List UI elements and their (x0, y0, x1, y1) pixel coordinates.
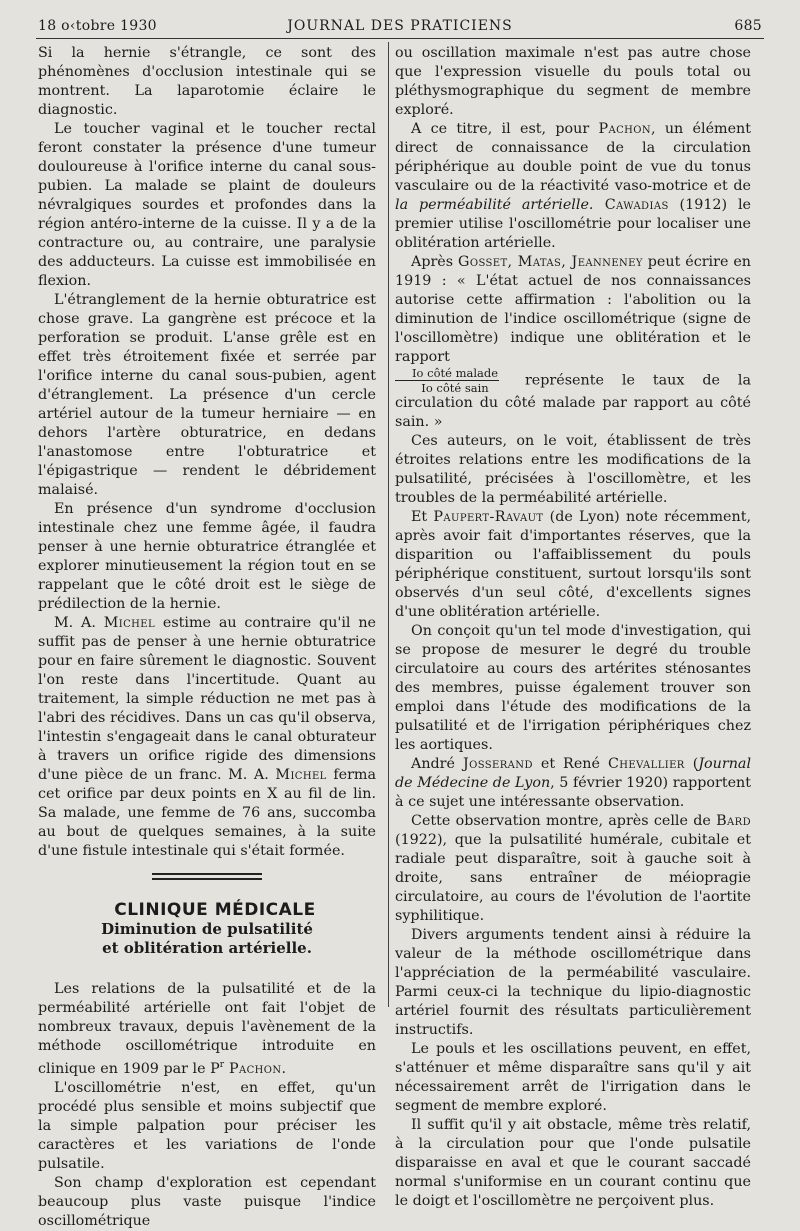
running-head (38, 16, 762, 38)
text-run: A ce titre, il est, pour (411, 121, 599, 137)
issue-date: 18 o‹tobre 1930 (38, 18, 157, 34)
author-name: Pachon (224, 1060, 282, 1077)
paragraph (395, 120, 751, 253)
paragraph (38, 980, 376, 1079)
italic-text: la perméabilité artérielle. (395, 197, 594, 213)
paragraph (395, 253, 751, 432)
journal-citation: Journal de Médecine de Lyon (395, 756, 752, 791)
paragraph: Le pouls et les oscillations peuvent, en effet, s'atténuer et même disparaître sans qu'il y ait nécessairement arrêt de l'irrigation dans le segment de membre exploré. (395, 1041, 751, 1114)
article-title-line: Diminution de pulsatilité (101, 920, 313, 938)
paragraph (395, 812, 751, 926)
text-run: , un élément direct de connaissance de la circulation périphérique au double point de vue du tonus vasculaire ou de la réactivité vaso-motrice et de (395, 121, 752, 194)
paragraph: ou oscillation maximale n'est pas autre chose que l'expression visuelle du pouls total ou pléthysmographique du segment de membre exploré. (395, 45, 751, 118)
article-title-line: et oblitération artérielle. (102, 939, 312, 957)
text-run: Les relations de la pulsatilité et de la perméabilité artérielle ont fait l'objet de nombreux travaux, depuis l'avènement de la méthode oscillométrique introduite en clinique en 1909 par le P (38, 981, 376, 1077)
author-name: Bard (716, 813, 751, 829)
text-run: André (411, 756, 463, 772)
header-rule (36, 38, 764, 39)
author-name: Pachon (598, 121, 652, 137)
text-run: (de Lyon) note récemment, après avoir fait d'importantes réserves, que la disparition ou l'affaiblissement du pouls périphérique constituent, surtout lorsqu'ils sont observés d'un seul côté, d'excellents signes d'une oblitération artérielle. (395, 509, 751, 620)
text-run: représente le taux de la circulation du côté malade par rapport au côté sain. » (395, 372, 751, 430)
text-run: M. A. (54, 615, 104, 631)
text-run: . (281, 1060, 287, 1077)
text-run: (1922), que la pulsatilité humérale, cubitale et radiale peut disparaître, soit à gauche soit à droite, sans entraîner de méiopragie circulatoire, au cours de l'évolution de l'aortite syphilitique. (395, 832, 751, 924)
paragraph: Le toucher vaginal et le toucher rectal feront constater la présence d'une tumeur douloureuse à l'orifice interne du canal sous-pubien. La malade se plaint de douleurs névralgiques sourdes et profondes dans la région antéro-interne de la cuisse. Il y a de la contracture ou, au contraire, une paralysie des adducteurs. La cuisse est immobilisée en flexion. (38, 121, 376, 289)
column-rule (388, 42, 389, 1007)
author-name: Josserand (462, 756, 533, 772)
superscript: r (219, 1060, 225, 1070)
paragraph (38, 614, 376, 861)
author-name: Paupert-Ravaut (433, 509, 544, 525)
paragraph: Divers arguments tendent ainsi à réduire la valeur de la méthode oscillométrique dans l'appréciation de la perméabilité vasculaire. Parmi ceux-ci la technique du lipio-diagnostic artériel fournit des résultats particulièrement instructifs. (395, 927, 751, 1038)
page-number: 685 (734, 18, 762, 34)
paragraph: En présence d'un syndrome d'occlusion intestinale chez une femme âgée, il faudra penser à une hernie obturatrice étranglée et explorer minutieusement la région tout en se rappelant que le côté droit est le siège de prédilection de la hernie. (38, 501, 376, 612)
section-separator (152, 873, 262, 883)
paragraph: Son champ d'exploration est cependant beaucoup plus vaste puisque l'indice oscillométrique (38, 1174, 376, 1229)
author-name: Michel (103, 615, 156, 631)
fraction-denominator: Io côté sain (421, 381, 489, 395)
fraction-numerator: Io côté malade (395, 367, 499, 381)
paragraph: L'étranglement de la hernie obturatrice est chose grave. La gangrène est précoce et la perforation se produit. L'anse grêle est en effet très étroitement fixée et serrée par l'orifice interne du canal sous-pubien, agent d'étranglement. La présence d'un cercle artériel autour de la tumeur herniaire — en dehors l'artère obturatrice, en dedans l'anastomose entre l'obturatrice et l'épigastrique — rendent le débridement malaisé. (38, 292, 376, 498)
journal-title: JOURNAL DES PRATICIENS (287, 18, 513, 34)
paragraph: Il suffit qu'il y ait obstacle, même très relatif, à la circulation pour que l'onde pulsatile disparaisse en aval et que le courant saccadé normal s'uniformise en un courant continu que le doigt et l'oscillomètre ne perçoivent plus. (395, 1117, 751, 1209)
text-run: Cette observation montre, après celle de (411, 813, 717, 829)
author-names: Gosset, Matas, Jeanneney (458, 254, 643, 270)
paragraph: L'oscillométrie n'est, en effet, qu'un procédé plus sensible et moins subjectif que la simple palpation pour préciser les caractères et les variations de l'onde pulsatile. (38, 1079, 376, 1172)
text-run: Et (411, 509, 434, 525)
article-title (38, 920, 376, 958)
paragraph: On conçoit qu'un tel mode d'investigation, qui se propose de mesurer le degré du trouble circulatoire au cours des artérites sténosantes des membres, puisse également trouver son emploi dans l'étude des modifications de la pulsatilité et de l'irrigation périphériques chez les aortiques. (395, 623, 751, 753)
paragraph: Ces auteurs, on le voit, établissent de très étroites relations entre les modifications de la pulsatilité, précisées à l'oscillomètre, et les troubles de la perméabilité artérielle. (395, 433, 751, 506)
text-run: peut écrire en 1919 : « L'état actuel de nos connaissances autorise cette affirmation : l'abolition ou la diminution de l'indice oscillométrique (signe de l'oscillomètre) indique une oblitération et le rapport (395, 254, 752, 365)
right-column (395, 44, 751, 1211)
author-name: Cawadias (593, 197, 669, 213)
paragraph: Si la hernie s'étrangle, ce sont des phénomènes d'occlusion intestinale qui se montrent. La laparotomie éclaire le diagnostic. (38, 45, 376, 118)
paragraph (395, 508, 751, 622)
author-name: Michel (275, 767, 327, 783)
author-name: Chevallier (607, 756, 685, 772)
text-run: et René (532, 756, 608, 772)
text-run: estime au contraire qu'il ne suffit pas de penser à une hernie obturatrice pour en faire sûrement le diagnostic. Souvent l'on reste dans l'incertitude. Quant au traitement, la simple réduction ne met pas à l'abri des récidives. Dans un cas qu'il observa, l'intestin s'engageait dans le canal obturateur à travers un orifice rigide des dimensions d'une pièce de un franc. M. A. (38, 615, 376, 783)
text-run: , 5 février 1920) rapportent à ce sujet une intéressante observation. (395, 775, 751, 810)
paragraph (395, 755, 751, 812)
text-run: Après (411, 254, 459, 270)
text-run: ( (684, 756, 699, 772)
ratio-fraction (395, 367, 499, 394)
text-run: ferma cet orifice par deux points en X au fil de lin. Sa malade, une femme de 76 ans, succomba au bout de quelques semaines, à la suite d'une fistule intestinale qui s'était formée. (38, 767, 376, 859)
left-column (38, 44, 376, 1231)
text-run: (1912) le premier utilise l'oscillométrie pour localiser une oblitération artérielle. (395, 197, 751, 251)
section-title: CLINIQUE MÉDICALE (114, 900, 316, 920)
